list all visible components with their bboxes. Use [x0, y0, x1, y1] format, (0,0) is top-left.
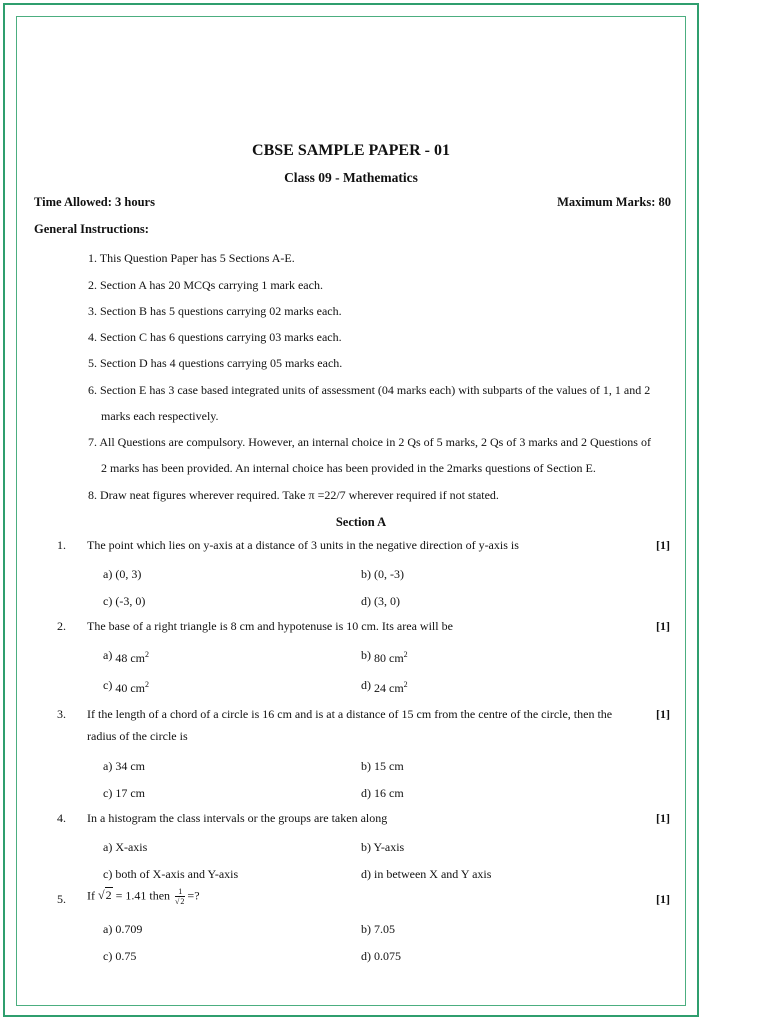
question-number: 2. — [57, 619, 66, 633]
option-exponent: 2 — [145, 650, 149, 659]
question-text — [87, 887, 200, 906]
option-b: b) 7.05 — [361, 922, 395, 936]
question-marks: [1] — [656, 892, 670, 906]
instruction-item-continued: 2 marks has been provided. An internal choice has been provided in the 2marks questions of Section E. — [101, 461, 596, 475]
option-c: c) (-3, 0) — [103, 594, 146, 608]
option-label: a) — [103, 648, 113, 662]
option-value: 24 cm — [374, 681, 404, 695]
option-c: c) 0.75 — [103, 949, 137, 963]
question-text: The point which lies on y-axis at a distance of 3 units in the negative direction of y-axis is — [87, 538, 519, 552]
option-d: d) (3, 0) — [361, 594, 400, 608]
instruction-item: 5. Section D has 4 questions carrying 05 marks each. — [88, 356, 343, 370]
instruction-item: 7. All Questions are compulsory. However, an internal choice in 2 Qs of 5 marks, 2 Qs of 3 marks and 2 Questions of — [88, 435, 651, 449]
question-text: The base of a right triangle is 8 cm and hypotenuse is 10 cm. Its area will be — [87, 619, 453, 633]
question-number: 3. — [57, 707, 66, 721]
option-c: c) both of X-axis and Y-axis — [103, 867, 239, 881]
option-c: c) 17 cm — [103, 786, 145, 800]
question-text-continued: radius of the circle is — [87, 729, 188, 743]
option-b — [361, 648, 408, 663]
question-marks: [1] — [656, 538, 670, 552]
instruction-item: 4. Section C has 6 questions carrying 03 marks each. — [88, 330, 342, 344]
instruction-item: 8. Draw neat figures wherever required. Take π =22/7 wherever required if not stated. — [88, 488, 499, 502]
option-exponent: 2 — [403, 650, 408, 659]
option-a: a) 0.709 — [103, 922, 143, 936]
question-marks: [1] — [656, 619, 670, 633]
question-text-prefix: If — [87, 888, 95, 903]
instruction-item: 6. Section E has 3 case based integrated units of assessment (04 marks each) with subparts of the values of 1, 1 and 2 — [88, 383, 651, 397]
option-b: b) (0, -3) — [361, 567, 404, 581]
question-text-suffix: =? — [187, 888, 200, 903]
question-marks: [1] — [656, 707, 670, 721]
question-number: 5. — [57, 892, 66, 906]
question-text-middle: = 1.41 then — [115, 888, 171, 903]
option-d: d) 16 cm — [361, 786, 404, 800]
option-value: 48 cm — [115, 651, 145, 665]
option-a: a) (0, 3) — [103, 567, 142, 581]
section-a-heading: Section A — [335, 515, 387, 529]
paper-subtitle: Class 09 - Mathematics — [284, 170, 418, 185]
option-exponent: 2 — [403, 680, 408, 689]
option-c — [103, 678, 149, 693]
maximum-marks: Maximum Marks: 80 — [557, 195, 671, 209]
option-a: a) 34 cm — [103, 759, 145, 773]
instruction-item: 2. Section A has 20 MCQs carrying 1 mark each. — [88, 278, 323, 292]
option-label: b) — [361, 648, 371, 662]
option-d: d) in between X and Y axis — [361, 867, 492, 881]
instruction-item: 1. This Question Paper has 5 Sections A-E. — [88, 251, 295, 265]
square-root-expression: √2 — [98, 888, 112, 903]
option-label: c) — [103, 678, 113, 692]
option-exponent: 2 — [145, 680, 149, 689]
option-a — [103, 648, 149, 663]
option-b: b) 15 cm — [361, 759, 404, 773]
option-d: d) 0.075 — [361, 949, 401, 963]
question-number: 1. — [57, 538, 66, 552]
fraction-expression — [175, 887, 185, 906]
instructions-heading: General Instructions: — [34, 222, 149, 236]
paper-title: CBSE SAMPLE PAPER - 01 — [252, 142, 450, 159]
question-marks: [1] — [656, 811, 670, 825]
option-label: d) — [361, 678, 371, 692]
question-number: 4. — [57, 811, 66, 825]
instruction-item: 3. Section B has 5 questions carrying 02 marks each. — [88, 304, 342, 318]
instruction-item-continued: marks each respectively. — [101, 409, 219, 423]
radicand: 2 — [105, 888, 112, 903]
question-text: In a histogram the class intervals or the groups are taken along — [87, 811, 388, 825]
option-d — [361, 678, 408, 693]
option-a: a) X-axis — [103, 840, 148, 854]
fraction-denominator: √2 — [175, 897, 185, 906]
option-value: 80 cm — [374, 651, 404, 665]
option-value: 40 cm — [115, 681, 145, 695]
page-inner-border — [16, 16, 686, 1006]
option-b: b) Y-axis — [361, 840, 405, 854]
time-allowed: Time Allowed: 3 hours — [34, 195, 155, 209]
fraction-numerator: 1 — [175, 887, 185, 897]
question-text: If the length of a chord of a circle is 16 cm and is at a distance of 15 cm from the centre of the circle, then the — [87, 707, 613, 721]
fraction-denominator-radicand: 2 — [180, 897, 185, 906]
